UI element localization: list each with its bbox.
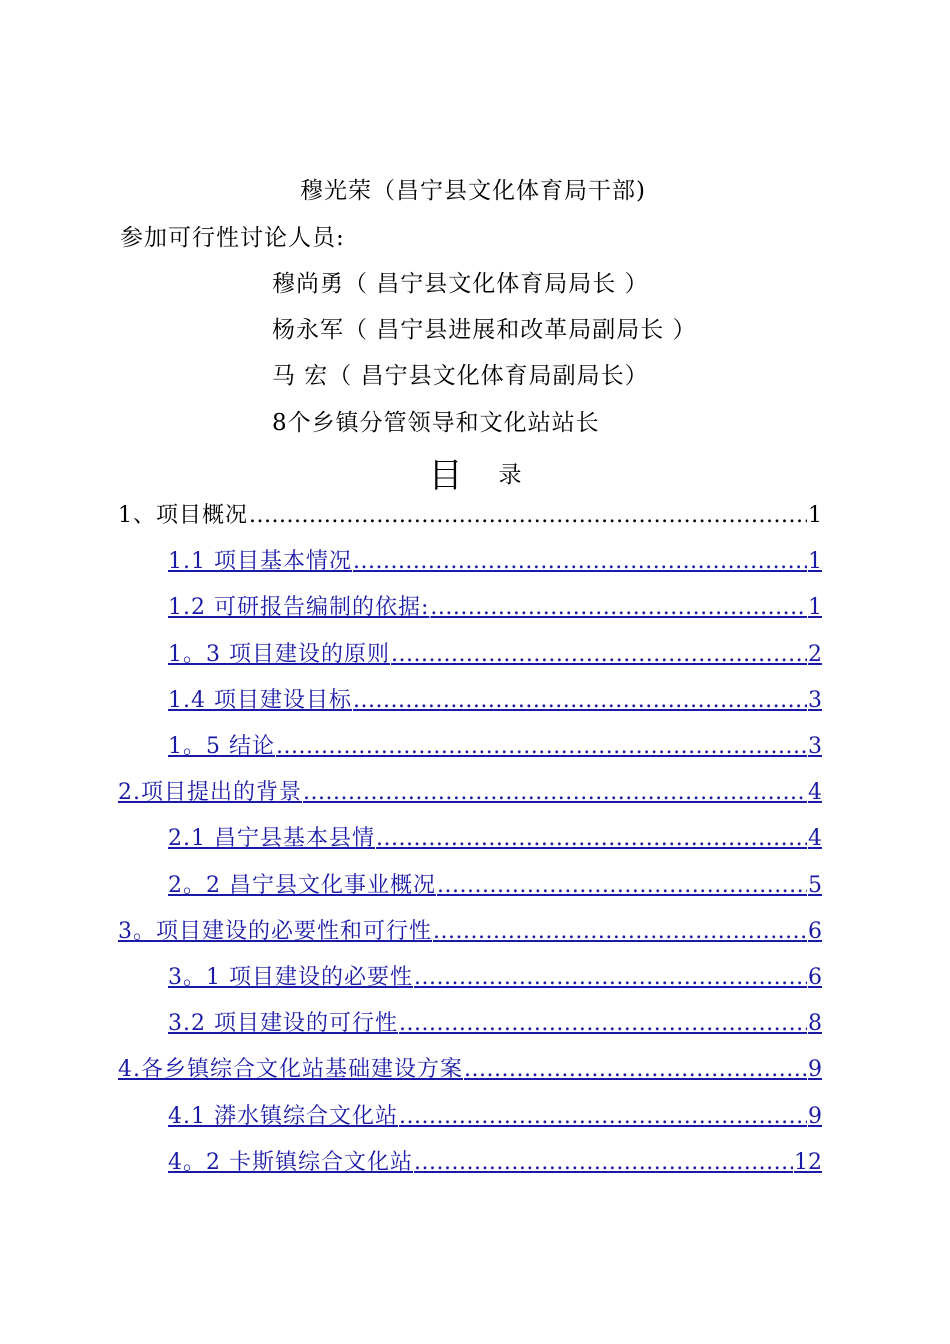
toc-entry[interactable]: [168, 1148, 822, 1178]
toc-dot-leader: [391, 640, 807, 670]
toc-entry[interactable]: [168, 640, 822, 670]
toc-page-number: 12: [794, 1149, 822, 1175]
staff-line: 穆光荣（昌宁县文化体育局干部): [300, 178, 646, 204]
toc-dot-leader: [430, 593, 807, 623]
toc-page-number: 5: [808, 872, 822, 898]
toc-page-number: 4: [808, 780, 822, 806]
toc-entry-label: 3.2 项目建设的可行性: [168, 1011, 398, 1037]
toc-entry-label: 3。项目建设的必要性和可行性: [118, 918, 432, 944]
toc-entry-label: 3。1 项目建设的必要性: [168, 965, 413, 990]
toc-entry-label: 4.1 漭水镇综合文化站: [168, 1103, 398, 1129]
toc-dot-leader: [414, 1148, 793, 1178]
toc-page-number: 1: [808, 549, 822, 575]
toc-page-number: 3: [808, 687, 822, 713]
toc-dot-leader: [464, 1055, 807, 1085]
toc-entry-label: 4。2 卡斯镇综合文化站: [168, 1149, 413, 1175]
toc-page-number: 8: [808, 1011, 822, 1037]
toc-title-main: 目: [428, 456, 463, 496]
toc-title: [0, 448, 950, 497]
toc-page-number: 9: [808, 1057, 822, 1083]
toc-entry[interactable]: [118, 1055, 822, 1085]
participant-line: 马 宏（ 昌宁县文化体育局副局长）: [272, 363, 649, 389]
toc-entry[interactable]: [168, 686, 822, 716]
toc-entry-label: 1.1 项目基本情况: [168, 549, 352, 575]
toc-entry-label: 1.4 项目建设目标: [168, 687, 352, 713]
toc-entry[interactable]: [168, 732, 822, 762]
toc-entry[interactable]: [168, 1102, 822, 1132]
toc-page-number: 3: [808, 734, 822, 759]
toc-entry[interactable]: [168, 871, 822, 901]
toc-dot-leader: [353, 547, 807, 577]
participants-heading: 参加可行性讨论人员:: [120, 225, 345, 251]
toc-entry-label: 2.1 昌宁县基本县情: [168, 826, 375, 852]
toc-dot-leader: [433, 917, 807, 947]
toc-dot-leader: [437, 871, 807, 901]
toc-entry[interactable]: [168, 593, 822, 623]
toc-title-sub: 录: [498, 462, 522, 488]
toc-entry-label: 1。3 项目建设的原则: [168, 641, 390, 667]
participant-line: 8个乡镇分管领导和文化站站长: [272, 410, 600, 436]
toc-dot-leader: [353, 686, 807, 716]
toc-entry-label: 4.各乡镇综合文化站基础建设方案: [118, 1057, 463, 1083]
toc-page-number: 4: [808, 826, 822, 852]
toc-dot-leader: [303, 778, 807, 808]
toc-entry-label: 1.2 可研报告编制的依据:: [168, 595, 430, 621]
toc-entry[interactable]: [118, 778, 822, 808]
toc-entry[interactable]: [168, 1009, 822, 1039]
toc-entry-label: 2。2 昌宁县文化事业概况: [168, 872, 436, 898]
toc-entry-label: 1。5 结论: [168, 734, 275, 759]
toc-entry-label: 1、项目概况: [118, 503, 248, 528]
participant-line: 杨永军（ 昌宁县进展和改革局副局长 ）: [272, 317, 697, 343]
toc-dot-leader: [376, 824, 807, 854]
toc-page-number: 6: [808, 918, 822, 944]
toc-dot-leader: [399, 1102, 807, 1132]
toc-entry: [118, 501, 822, 531]
toc-entry[interactable]: [168, 824, 822, 854]
toc-page-number: 1: [808, 595, 822, 621]
toc-page-number: 2: [808, 641, 822, 667]
toc-dot-leader: [249, 501, 807, 531]
toc-entry-label: 2.项目提出的背景: [118, 780, 302, 806]
toc-entry[interactable]: [118, 917, 822, 947]
toc-entry[interactable]: [168, 547, 822, 577]
toc-entry[interactable]: [168, 963, 822, 993]
toc-dot-leader: [276, 732, 807, 762]
toc-page-number: 6: [808, 965, 822, 990]
toc-dot-leader: [399, 1009, 807, 1039]
toc-page-number: 1: [808, 503, 822, 528]
toc-dot-leader: [414, 963, 807, 993]
toc-page-number: 9: [808, 1103, 822, 1129]
participant-line: 穆尚勇（ 昌宁县文化体育局局长 ）: [272, 271, 649, 297]
